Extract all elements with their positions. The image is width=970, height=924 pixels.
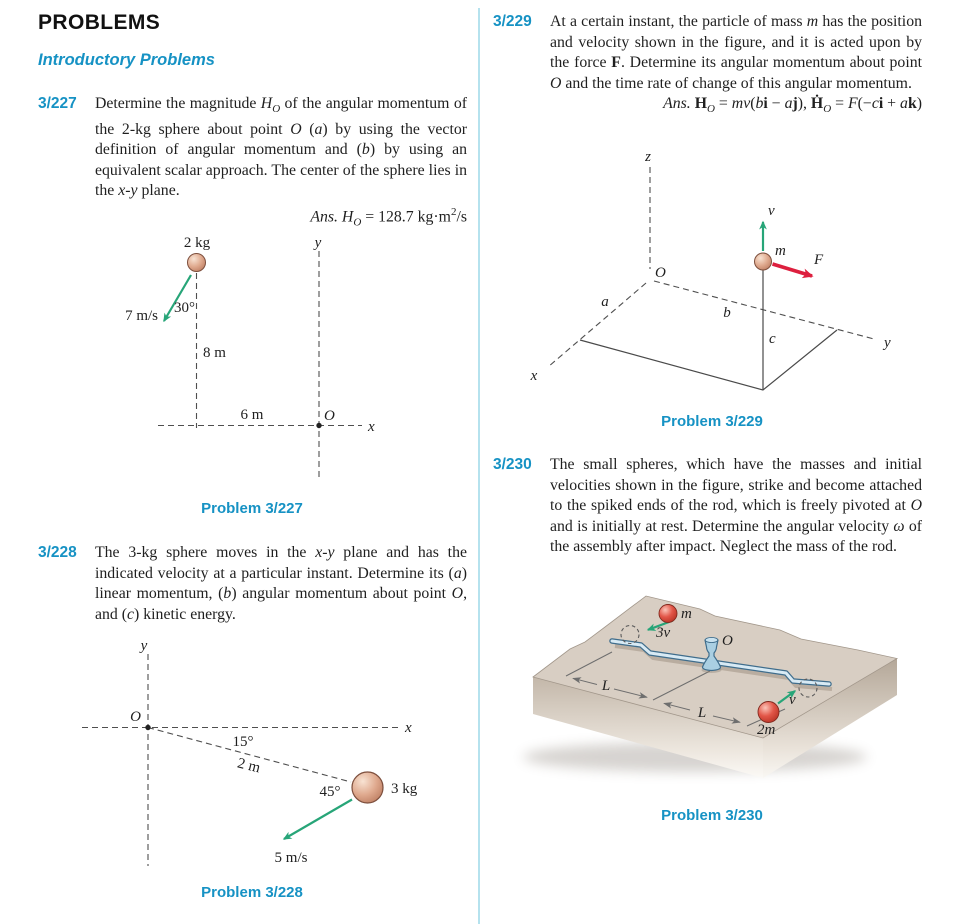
sphere xyxy=(755,253,772,270)
sphere xyxy=(188,254,206,272)
problem-228-body: The 3-kg sphere moves in the x-y plane and has the indicated velocity at a particular instant. Determine its (a) linear momentum, (b) angular momentum about point O, and (c) kinetic energy. xyxy=(95,544,468,623)
problem-230-body: The small spheres, which have the masses and initial velocities shown in the figure, strike and become attached to the spiked ends of the rod, which is freely pivoted at O and is initially at rest. Determine the angular velocity ω of the assembly after impact. Neglect the mass of the rod. xyxy=(550,456,923,555)
page-title: PROBLEMS xyxy=(38,11,161,34)
y-axis-label: y xyxy=(140,638,148,654)
figure-229 xyxy=(510,147,910,405)
figure-230 xyxy=(520,585,910,810)
distance-label: 2 m xyxy=(235,755,262,777)
origin-label: O xyxy=(655,265,666,281)
ground-plane-edges xyxy=(580,330,837,390)
y-axis-label: y xyxy=(884,335,891,351)
y-axis-label: y xyxy=(314,235,322,251)
problem-227-number: 3/227 xyxy=(38,95,77,112)
origin-dot xyxy=(145,725,150,730)
angle1-label: 15° xyxy=(232,734,254,750)
problem-227-body: Determine the magnitude $H_O$ of the angular momentum of the 2-kg sphere about point O (a) by using the vector definition of angular momentum and (b) by using an equivalent scalar approach. The center of the sphere lies in the x-y plane. xyxy=(95,95,467,200)
mass-label: 2 kg xyxy=(183,235,211,251)
x-axis-label: x xyxy=(368,419,375,435)
mass1-label: m xyxy=(681,606,692,622)
problem-230 xyxy=(493,455,927,558)
problem-227-answer: Ans. $H_O = 128.7$ $kg\cdot m^2/s$ xyxy=(310,205,467,229)
problem-228-number: 3/228 xyxy=(38,544,77,561)
height-dim-label: 8 m xyxy=(203,345,226,361)
sphere-2m xyxy=(758,702,779,723)
figure-227-caption: Problem 3/227 xyxy=(201,500,303,517)
z-axis-label: z xyxy=(645,149,651,165)
mass2-label: 2m xyxy=(757,722,776,738)
problem-229 xyxy=(493,12,927,120)
problem-229-answer: Ans. $H_O = mv(bi - aj)$, Ḣ$_O$ = F(−ci + ak) xyxy=(663,95,922,116)
origin-label: O xyxy=(722,633,733,649)
figure-230-caption: Problem 3/230 xyxy=(661,807,763,824)
force-label: F xyxy=(814,252,824,268)
sphere-m xyxy=(659,605,677,623)
pivot-cap xyxy=(705,637,718,642)
y-axis-dashed xyxy=(654,281,874,339)
problem-228 xyxy=(38,543,467,625)
problem-229-number: 3/229 xyxy=(493,13,532,30)
velocity1-label: 3v xyxy=(656,625,671,641)
velocity2-label: v xyxy=(789,692,796,708)
column-divider xyxy=(478,8,480,924)
sphere xyxy=(352,772,383,803)
velocity-label: 7 m/s xyxy=(125,308,158,324)
velocity-arrow xyxy=(284,800,352,840)
velocity-label: v xyxy=(768,203,775,219)
a-dim-label: a xyxy=(601,294,609,310)
velocity-label: 5 m/s xyxy=(274,850,308,866)
x-axis-label: x xyxy=(530,368,538,384)
length2-label: L xyxy=(697,705,707,721)
length1-label: L xyxy=(601,678,611,694)
force-arrow xyxy=(773,264,813,276)
figure-228 xyxy=(75,636,420,871)
mass-label: m xyxy=(775,243,786,259)
c-dim-label: c xyxy=(769,331,776,347)
b-dim-label: b xyxy=(723,305,731,321)
width-dim-label: 6 m xyxy=(240,407,264,423)
angle2-label: 45° xyxy=(319,784,341,800)
angle-label: 30° xyxy=(174,300,195,316)
problem-227 xyxy=(38,94,467,233)
origin-label: O xyxy=(130,709,141,725)
x-axis-label: x xyxy=(405,720,412,736)
origin-dot xyxy=(316,423,321,428)
mass-label: 3 kg xyxy=(391,781,418,797)
problem-230-number: 3/230 xyxy=(493,456,532,473)
origin-label: O xyxy=(324,408,335,424)
figure-227 xyxy=(110,230,440,490)
figure-229-caption: Problem 3/229 xyxy=(661,413,763,430)
figure-228-caption: Problem 3/228 xyxy=(201,884,303,901)
problem-229-body: At a certain instant, the particle of mass m has the position and velocity shown in the figure, and it is acted upon by the force F. Determine its angular momentum about point O and the time rate of change of this angular momentum. xyxy=(550,13,922,92)
section-heading: Introductory Problems xyxy=(38,51,215,69)
